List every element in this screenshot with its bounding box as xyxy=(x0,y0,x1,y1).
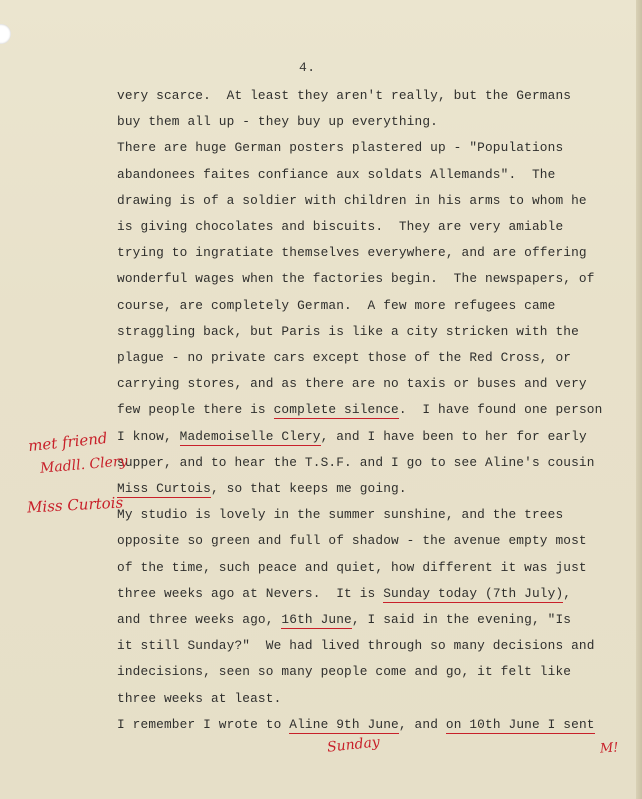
text-segment: My studio is lovely in the summer sunshine, and the trees xyxy=(117,507,564,522)
text-line xyxy=(117,533,587,549)
underlined-text: on 10th June I sent xyxy=(445,717,595,732)
text-line xyxy=(117,140,563,156)
text-segment: drawing is of a soldier with children in his arms to whom he xyxy=(117,193,587,208)
annotation-mark: M! xyxy=(599,740,620,757)
text-segment: opposite so green and full of shadow - the avenue empty most xyxy=(117,533,587,548)
text-segment: plague - no private cars except those of the Red Cross, or xyxy=(117,350,572,365)
text-segment: supper, and to hear the T.S.F. and I go to see Aline's cousin xyxy=(117,455,595,470)
text-segment: , and I have been to her for early xyxy=(320,429,587,444)
text-line xyxy=(117,586,571,602)
text-line xyxy=(117,271,595,287)
text-line xyxy=(117,402,602,418)
text-line xyxy=(117,507,563,523)
text-line xyxy=(117,429,587,445)
punch-hole xyxy=(0,24,11,44)
text-segment: , and xyxy=(398,717,446,732)
text-segment: . I have found one person xyxy=(398,402,603,417)
text-segment: trying to ingratiate themselves everywhere, and are offering xyxy=(117,245,587,260)
annotation-met-friend: met friend xyxy=(27,428,109,456)
underlined-text: Sunday today (7th July) xyxy=(383,586,564,601)
text-segment: There are huge German posters plastered up - "Populations xyxy=(117,140,564,155)
text-segment: I remember I wrote to xyxy=(117,717,290,732)
text-segment: , xyxy=(563,586,572,601)
text-segment: straggling back, but Paris is like a city stricken with the xyxy=(117,324,579,339)
text-segment: is giving chocolates and biscuits. They are very amiable xyxy=(117,219,564,234)
text-segment: course, are completely German. A few more refugees came xyxy=(117,298,556,313)
text-line xyxy=(117,560,587,576)
text-segment: and three weeks ago, xyxy=(117,612,282,627)
text-segment: indecisions, seen so many people come and go, it felt like xyxy=(117,664,572,679)
text-line xyxy=(117,324,579,340)
text-segment: very scarce. At least they aren't really, but the Germans xyxy=(117,88,572,103)
text-line xyxy=(117,376,587,392)
annotation-madll-clery: Madll. Clery xyxy=(39,453,129,477)
text-line xyxy=(117,193,587,209)
text-segment: wonderful wages when the factories begin. The newspapers, of xyxy=(117,271,595,286)
annotation-sunday: Sunday xyxy=(326,734,381,756)
underlined-text: Mademoiselle Clery xyxy=(179,429,321,444)
text-segment: I know, xyxy=(117,429,180,444)
text-line xyxy=(117,298,555,314)
text-segment: carrying stores, and as there are no taxis or buses and very xyxy=(117,376,587,391)
text-segment: few people there is xyxy=(117,402,274,417)
text-line xyxy=(117,245,587,261)
text-segment: of the time, such peace and quiet, how different it was just xyxy=(117,560,587,575)
text-line xyxy=(117,350,571,366)
text-line xyxy=(117,717,595,733)
text-line xyxy=(117,455,595,471)
page-number: 4. xyxy=(299,60,316,75)
underlined-text: 16th June xyxy=(281,612,352,627)
page-edge xyxy=(636,0,642,799)
text-segment: three weeks ago at Nevers. It is xyxy=(117,586,384,601)
text-line xyxy=(117,664,571,680)
text-segment: , so that keeps me going. xyxy=(210,481,407,496)
text-line xyxy=(117,691,281,707)
underlined-text: complete silence xyxy=(273,402,399,417)
underlined-text: Aline 9th June xyxy=(289,717,399,732)
text-line xyxy=(117,219,563,235)
text-line xyxy=(117,114,438,130)
text-segment: it still Sunday?" We had lived through so many decisions and xyxy=(117,638,595,653)
text-segment: abandonees faites confiance aux soldats Allemands". The xyxy=(117,167,556,182)
text-line xyxy=(117,167,555,183)
text-segment: , I said in the evening, "Is xyxy=(351,612,572,627)
text-line xyxy=(117,88,571,104)
text-line xyxy=(117,612,571,628)
annotation-miss-curtois: Miss Curtois xyxy=(26,493,124,517)
text-line xyxy=(117,638,595,654)
text-segment: three weeks at least. xyxy=(117,691,282,706)
underlined-text: Miss Curtois xyxy=(117,481,211,496)
text-segment: buy them all up - they buy up everything. xyxy=(117,114,439,129)
text-line xyxy=(117,481,407,497)
